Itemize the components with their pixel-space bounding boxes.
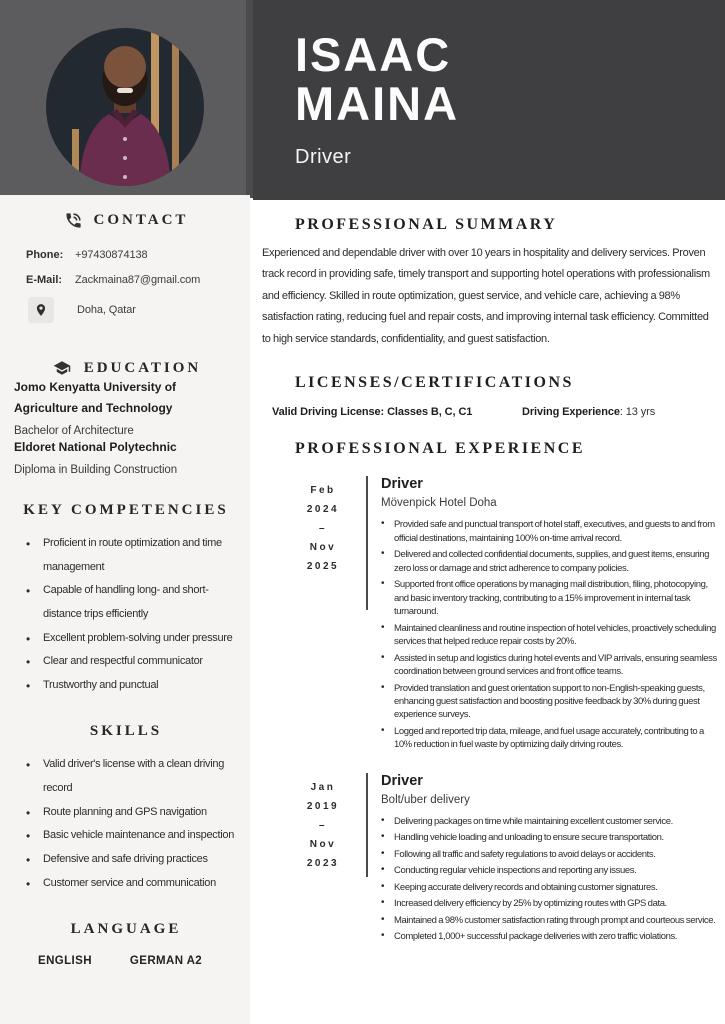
language-item: ENGLISH: [38, 955, 92, 968]
driving-experience-item: Driving Experience: 13 yrs: [522, 406, 656, 419]
location-row: [12, 297, 240, 323]
education-title: EDUCATION: [83, 359, 202, 376]
language-heading: LANGUAGE: [70, 921, 182, 938]
competency-item: • Clear and respectful communicator: [26, 650, 240, 674]
skill-item: • Basic vehicle maintenance and inspection: [26, 824, 240, 848]
bullet-item: • Keeping accurate delivery records and obtaining customer signatures.: [381, 881, 717, 894]
bullet-item: • Logged and reported trip data, mileage, and fuel usage accurately, contributing to a 10% reduction in fuel waste by optimizing daily driving routes.: [381, 725, 717, 752]
bullet-item: • Handling vehicle loading and unloading to ensure secure transportation.: [381, 831, 717, 844]
entry-date-range: [292, 476, 354, 755]
skill-item: • Route planning and GPS navigation: [26, 801, 240, 825]
sidebar: [0, 195, 250, 1024]
experience-entry: [292, 476, 717, 755]
contact-rows: [12, 247, 240, 323]
key-competencies-list: [12, 532, 240, 697]
skills-list: [12, 753, 240, 895]
license-row: [272, 406, 717, 418]
date-line: Jan: [310, 781, 336, 793]
entry-company: Mövenpick Hotel Doha: [381, 497, 497, 510]
summary-section: [262, 216, 717, 350]
education-section: [12, 359, 240, 476]
skills-heading: SKILLS: [89, 723, 163, 740]
last-name: MAINA: [295, 77, 460, 131]
licenses-title: LICENSES/CERTIFICATIONS: [295, 374, 574, 392]
key-competencies-section: [12, 502, 240, 697]
contact-title: CONTACT: [93, 212, 189, 228]
date-line: 2025: [306, 561, 340, 573]
phone-icon: [64, 211, 83, 230]
bullet-item: • Maintained a 98% customer satisfaction rating through prompt and courteous service.: [381, 914, 717, 927]
entry-date-range: [292, 773, 354, 947]
date-line: Nov: [309, 542, 337, 554]
skills-section: [12, 723, 240, 895]
graduation-cap-icon: [51, 359, 73, 377]
school-name: Jomo Kenyatta University of Agriculture and Technology: [14, 380, 177, 415]
experience-entries: [262, 476, 717, 947]
summary-text: Experienced and dependable driver with over 10 years in hospitality and delivery services. Proven track record in providing safe, timely transport and supporting hotel operations with professionalism and efficiency. Skilled in route optimization, guest service, and vehicle care, achieving a 98% satisfaction rating, reducing fuel and repair costs, and improving internal task efficiency. Committed to high service standards, confidentiality, and guest satisfaction.: [262, 247, 710, 345]
language-item: GERMAN A2: [129, 955, 203, 968]
education-item: [12, 377, 240, 437]
contact-section: [12, 211, 240, 323]
education-list: [12, 377, 240, 476]
bullet-item: • Maintained cleanliness and routine inspection of hotel vehicles, proactively scheduling services that helped reduce repair costs by 20%.: [381, 622, 717, 649]
skill-item: • Defensive and safe driving practices: [26, 848, 240, 872]
entry-role: Driver: [381, 476, 423, 493]
header-divider: [246, 0, 253, 198]
entry-role: Driver: [381, 772, 423, 789]
bullet-item: • Provided safe and punctual transport of hotel staff, executives, and guests to and from official destinations, maintaining 100% on-time arrival record.: [381, 518, 717, 545]
bullet-item: • Delivered and collected confidential documents, supplies, and guest items, ensuring zero loss or damage and strict adherence to company policies.: [381, 548, 717, 575]
language-section: [12, 921, 240, 967]
date-line: Feb: [310, 485, 336, 497]
email-label: E-Mail:: [26, 273, 63, 286]
bullet-item: • Assisted in setup and logistics during hotel events and VIP arrivals, ensuring seamless coordination between ground services and front office teams.: [381, 652, 717, 679]
competency-item: • Proficient in route optimization and time management: [26, 532, 240, 579]
date-line: 2024: [306, 504, 340, 516]
date-line: 2019: [306, 800, 340, 812]
degree-name: Bachelor of Architecture: [14, 425, 134, 437]
entry-company: Bolt/uber delivery: [381, 793, 470, 806]
email-value: Zackmaina87@gmail.com: [75, 273, 201, 286]
experience-section: [262, 440, 717, 947]
bullet-item: • Provided translation and guest orientation support to non-English-speaking guests, enhancing guest satisfaction and boosting positive feedback by 30% during guest experience surveys.: [381, 682, 717, 722]
experience-entry: [292, 773, 717, 947]
phone-label: Phone:: [26, 248, 64, 261]
contact-heading: [12, 211, 240, 230]
job-title: Driver: [295, 145, 352, 168]
map-pin-box: [28, 297, 54, 323]
language-list: [12, 955, 240, 967]
date-line: 2023: [306, 857, 340, 869]
bullet-item: • Completed 1,000+ successful package deliveries with zero traffic violations.: [381, 930, 717, 943]
entry-body: [368, 476, 717, 755]
first-name: ISAAC: [295, 28, 452, 81]
skill-item: • Customer service and communication: [26, 872, 240, 896]
bullet-item: • Supported front office operations by managing mail distribution, filing, photocopying, and basic inventory tracking, contributing to a 15% improvement in internal task turnaround.: [381, 578, 717, 618]
phone-row: [12, 247, 240, 262]
entry-body: [368, 773, 717, 947]
header-photo-panel: [0, 0, 250, 195]
date-line: –: [318, 523, 328, 535]
education-item: [12, 437, 240, 476]
school-name: Eldoret National Polytechnic: [14, 440, 177, 454]
entry-bullet-list: [381, 518, 717, 752]
key-competencies-heading: KEY COMPETENCIES: [23, 502, 229, 518]
bullet-item: • Following all traffic and safety regulations to avoid delays or accidents.: [381, 848, 717, 861]
phone-value: +97430874138: [75, 248, 148, 261]
summary-title: PROFESSIONAL SUMMARY: [295, 216, 558, 233]
header-name-panel: [253, 0, 725, 200]
education-heading: [12, 359, 240, 377]
location-value: Doha, Qatar: [77, 304, 136, 316]
competency-item: • Capable of handling long- and short-distance trips efficiently: [26, 579, 240, 626]
date-line: Nov: [309, 838, 337, 850]
map-pin-icon: [34, 303, 48, 317]
experience-title: PROFESSIONAL EXPERIENCE: [295, 440, 585, 458]
competency-item: • Trustworthy and punctual: [26, 674, 240, 698]
entry-bullet-list: [381, 815, 717, 944]
skill-item: • Valid driver's license with a clean driving record: [26, 753, 240, 800]
bullet-item: • Conducting regular vehicle inspections and reporting any issues.: [381, 864, 717, 877]
driving-license-item: Valid Driving License: Classes B, C, C1: [272, 406, 473, 419]
bullet-item: • Increased delivery efficiency by 25% by optimizing routes with GPS data.: [381, 897, 717, 910]
profile-photo: [45, 27, 205, 187]
competency-item: • Excellent problem-solving under pressure: [26, 627, 240, 651]
main-column: [250, 200, 725, 1024]
date-line: –: [318, 819, 328, 831]
email-row: [12, 272, 240, 287]
bullet-item: • Delivering packages on time while maintaining excellent customer service.: [381, 815, 717, 828]
licenses-section: [262, 374, 717, 418]
degree-name: Diploma in Building Construction: [14, 464, 177, 476]
